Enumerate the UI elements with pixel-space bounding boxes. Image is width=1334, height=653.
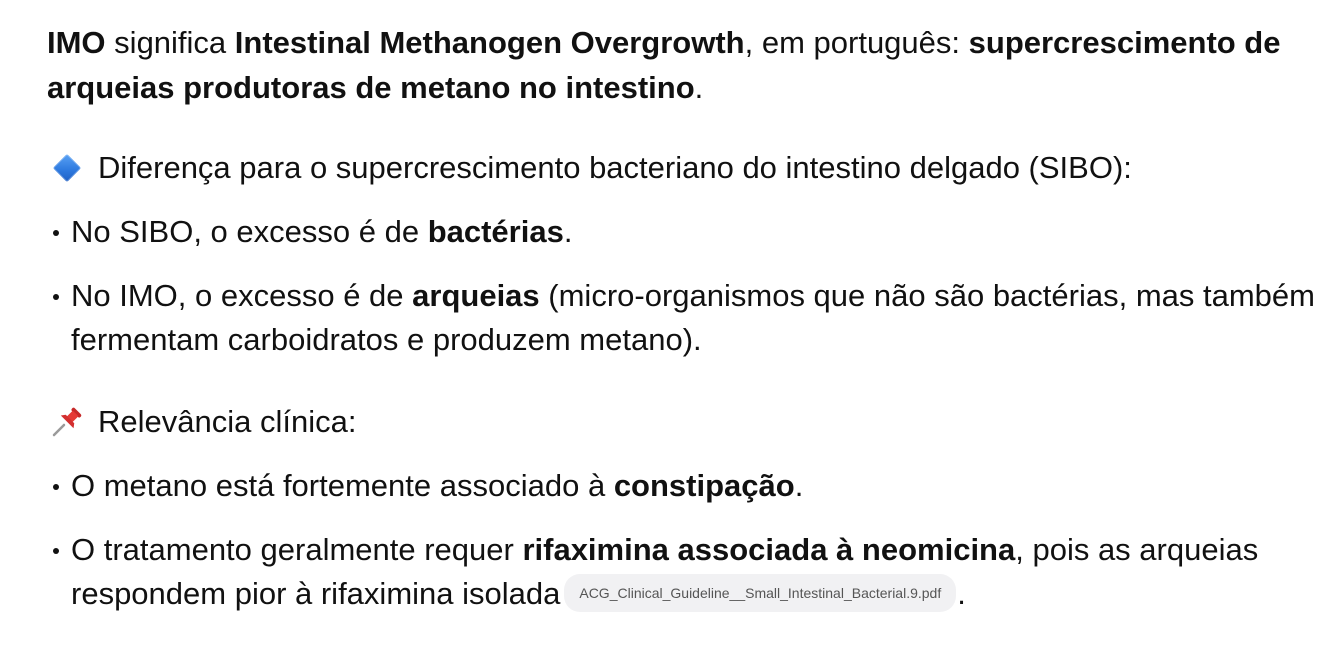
imo-translation: supercrescimento de arqueias produtoras de metano no intestino bbox=[47, 25, 1281, 105]
section-heading-text: Diferença para o supercrescimento bacteriano do intestino delgado (SIBO): bbox=[98, 150, 1132, 185]
blue-diamond-icon bbox=[47, 148, 87, 188]
list-item-text: No SIBO, o excesso é de bbox=[71, 214, 428, 249]
pushpin-icon bbox=[47, 402, 87, 442]
list-item-bold: bactérias bbox=[427, 214, 564, 249]
intro-paragraph bbox=[47, 20, 1322, 110]
list-item-text: No IMO, o excesso é de bbox=[71, 278, 413, 313]
intro-end: . bbox=[694, 70, 704, 105]
section-heading-text: Relevância clínica: bbox=[98, 404, 357, 439]
list-item-bold: rifaximina associada à neomicina bbox=[522, 532, 1016, 567]
list-item-end: . bbox=[957, 576, 966, 611]
list-item bbox=[47, 528, 1322, 616]
list-item-bold: arqueias bbox=[412, 278, 540, 313]
list-item-text: , pois as arqueias respondem pior à rifaximina isolada bbox=[71, 532, 1259, 611]
section-heading-difference bbox=[47, 146, 1322, 190]
list-item-text: (micro-organismos que não são bactérias, mas também fermentam carboidratos e produzem metano). bbox=[71, 278, 1315, 357]
list-item-bold: constipação bbox=[613, 468, 795, 503]
difference-list bbox=[47, 210, 1322, 362]
imo-full-name: Intestinal Methanogen Overgrowth bbox=[234, 25, 745, 60]
list-item-text: . bbox=[563, 214, 573, 249]
intro-text-1: significa bbox=[105, 25, 235, 60]
list-item bbox=[47, 464, 1322, 508]
list-item-text: . bbox=[794, 468, 804, 503]
intro-text-2: , em português: bbox=[744, 25, 969, 60]
section-heading-relevance bbox=[47, 400, 1322, 444]
list-item-text: O metano está fortemente associado à bbox=[71, 468, 614, 503]
relevance-list bbox=[47, 464, 1322, 616]
list-item bbox=[47, 274, 1322, 362]
imo-abbrev: IMO bbox=[47, 25, 106, 60]
list-item bbox=[47, 210, 1322, 254]
list-item-text: O tratamento geralmente requer bbox=[71, 532, 523, 567]
chat-message bbox=[47, 20, 1322, 616]
citation-chip[interactable]: ACG_Clinical_Guideline__Small_Intestinal_Bacterial.9.pdf bbox=[564, 574, 956, 612]
